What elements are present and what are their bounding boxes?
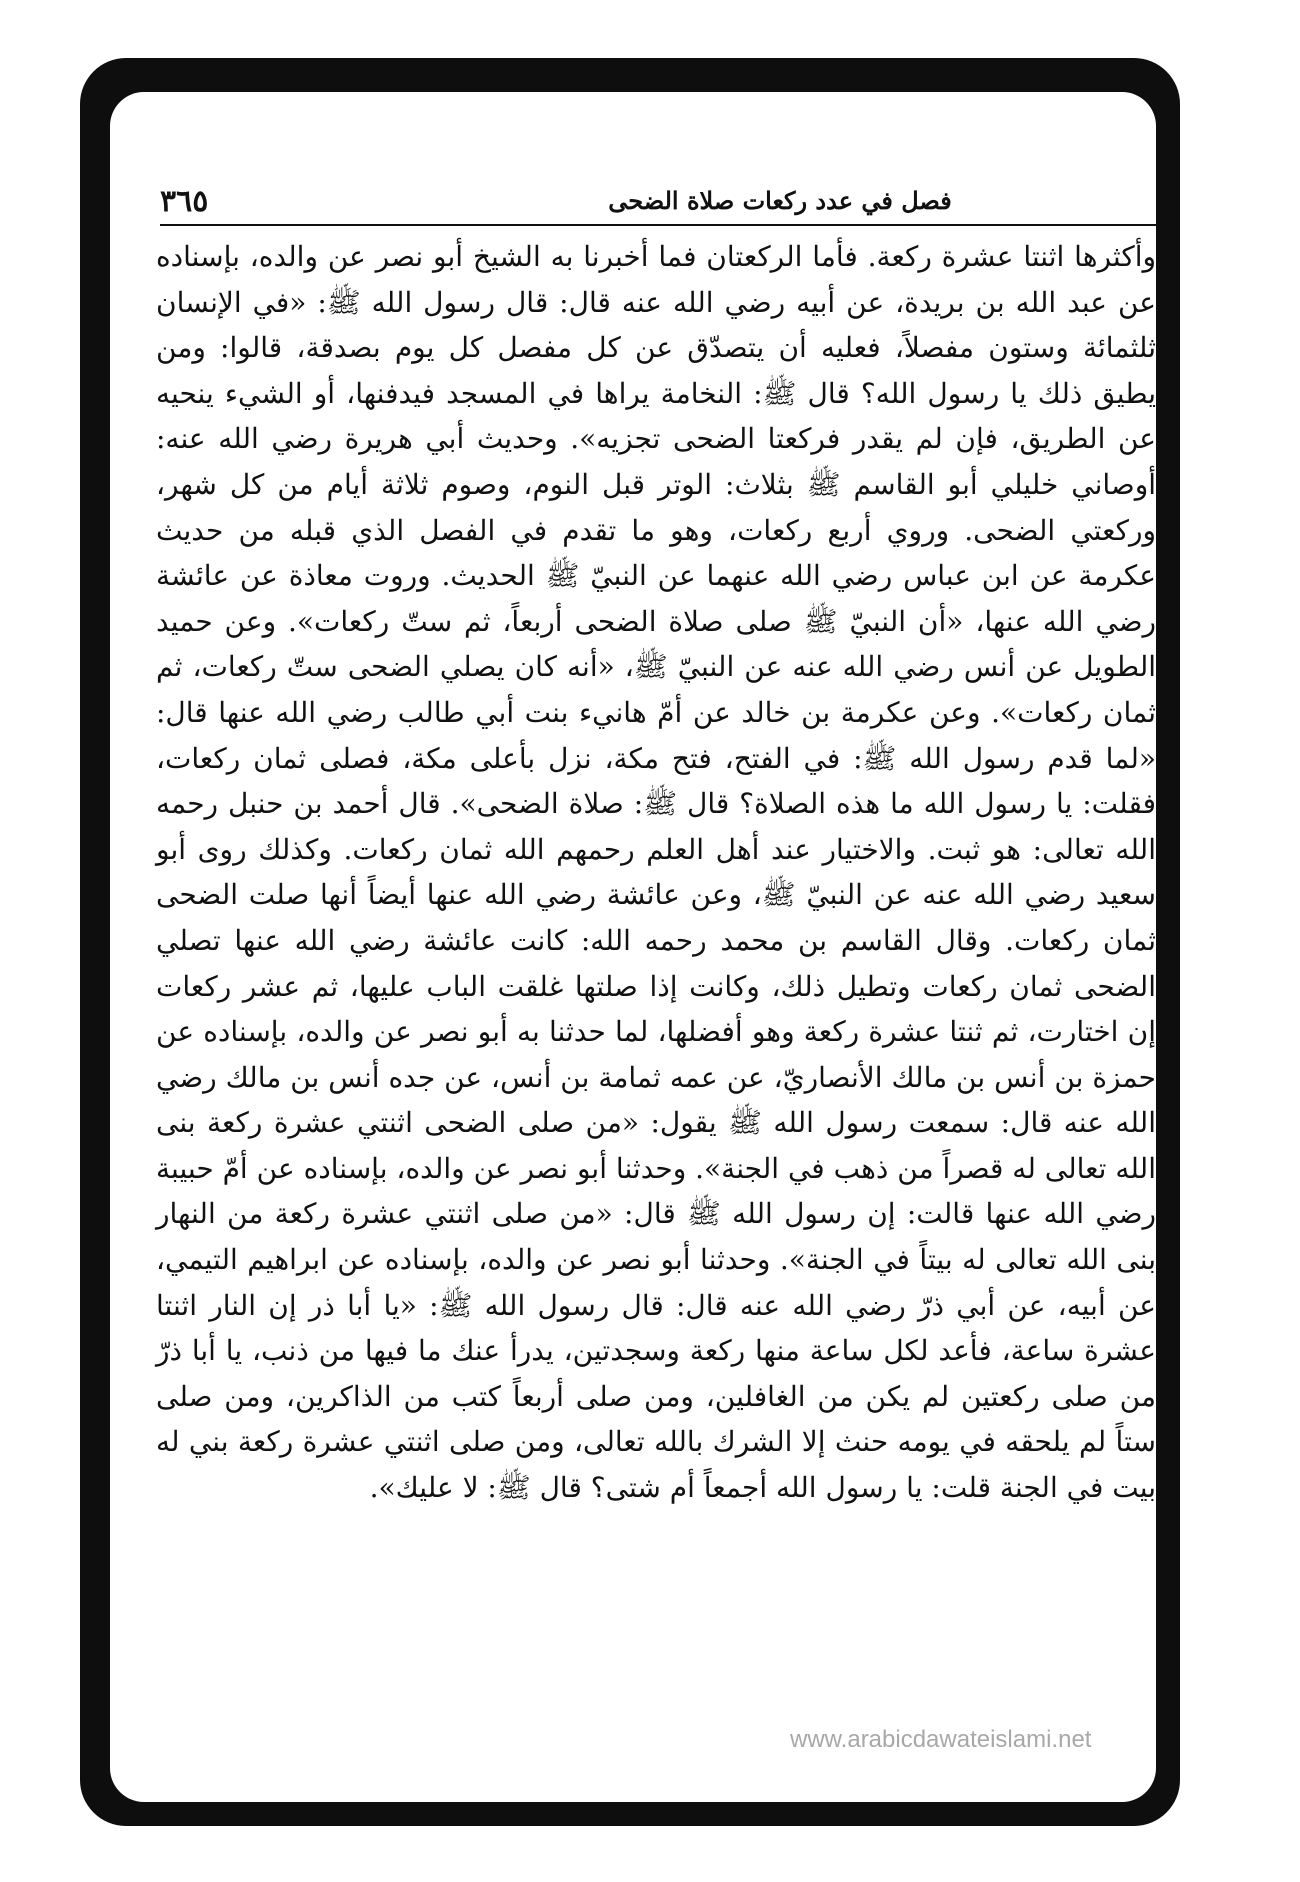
running-title: فصل في عدد ركعات صلاة الضحى bbox=[608, 186, 952, 215]
body-text bbox=[156, 234, 1156, 1511]
watermark: www.arabicdawateislami.net bbox=[790, 1726, 1092, 1753]
page-header bbox=[160, 178, 1156, 228]
body-paragraph: وأكثرها اثنتا عشرة ركعة. فأما الركعتان فما أخبرنا به الشيخ أبو نصر عن والده، بإسناده عن عبد الله بن بريدة، عن أبيه رضي الله عنه قال: قال رسول الله ﷺ: «في الإنسان ثلثمائة وستون مفصلاً، فعليه أن يتصدّق عن كل مفصل كل يوم بصدقة، قالوا: ومن يطيق ذلك يا رسول الله؟ قال ﷺ: النخامة يراها في المسجد فيدفنها، أو الشيء ينحيه عن الطريق، فإن لم يقدر فركعتا الضحى تجزيه». وحديث أبي هريرة رضي الله عنه: أوصاني خليلي أبو القاسم ﷺ بثلاث: الوتر قبل النوم، وصوم ثلاثة أيام من كل شهر، وركعتي الضحى. وروي أربع ركعات، وهو ما تقدم في الفصل الذي قبله من حديث عكرمة عن ابن عباس رضي الله عنهما عن النبيّ ﷺ الحديث. وروت معاذة عن عائشة رضي الله عنها، «أن النبيّ ﷺ صلى صلاة الضحى أربعاً، ثم ستّ ركعات». وعن حميد الطويل عن أنس رضي الله عنه عن النبيّ ﷺ، «أنه كان يصلي الضحى ستّ ركعات، ثم ثمان ركعات». وعن عكرمة بن خالد عن أمّ هانيء بنت أبي طالب رضي الله عنها قال: «لما قدم رسول الله ﷺ: في الفتح، فتح مكة، نزل بأعلى مكة، فصلى ثمان ركعات، فقلت: يا رسول الله ما هذه الصلاة؟ قال ﷺ: صلاة الضحى». قال أحمد بن حنبل رحمه الله تعالى: هو ثبت. والاختيار عند أهل العلم رحمهم الله ثمان ركعات. وكذلك روى أبو سعيد رضي الله عنه عن النبيّ ﷺ، وعن عائشة رضي الله عنها أيضاً أنها صلت الضحى ثمان ركعات. وقال القاسم بن محمد رحمه الله: كانت عائشة رضي الله عنها تصلي الضحى ثمان ركعات وتطيل ذلك، وكانت إذا صلتها غلقت الباب عليها، ثم عشر ركعات إن اختارت، ثم ثنتا عشرة ركعة وهو أفضلها، لما حدثنا به أبو نصر عن والده، بإسناده عن حمزة بن أنس بن مالك الأنصاريّ، عن عمه ثمامة بن أنس، عن جده أنس بن مالك رضي الله عنه قال: سمعت رسول الله ﷺ يقول: «من صلى الضحى اثنتي عشرة ركعة بنى الله تعالى له قصراً من ذهب في الجنة». وحدثنا أبو نصر عن والده، بإسناده عن أمّ حبيبة رضي الله عنها قالت: إن رسول الله ﷺ قال: «من صلى اثنتي عشرة ركعة من النهار بنى الله تعالى له بيتاً في الجنة». وحدثنا أبو نصر عن والده، بإسناده عن ابراهيم التيمي، عن أبيه، عن أبي ذرّ رضي الله عنه قال: قال رسول الله ﷺ: «يا أبا ذر إن النار اثنتا عشرة ساعة، فأعد لكل ساعة منها ركعة وسجدتين، يدرأ عنك ما فيها من ذنب، يا أبا ذرّ من صلى ركعتين لم يكن من الغافلين، ومن صلى أربعاً كتب من الذاكرين، ومن صلى ستاً لم يلحقه في يومه حنث إلا الشرك بالله تعالى، ومن صلى اثنتي عشرة ركعة بني له بيت في الجنة قلت: يا رسول الله أجمعاً أم شتى؟ قال ﷺ: لا عليك». bbox=[156, 240, 1157, 1505]
header-rule bbox=[160, 224, 1156, 226]
page-number: ٣٦٥ bbox=[160, 184, 209, 219]
